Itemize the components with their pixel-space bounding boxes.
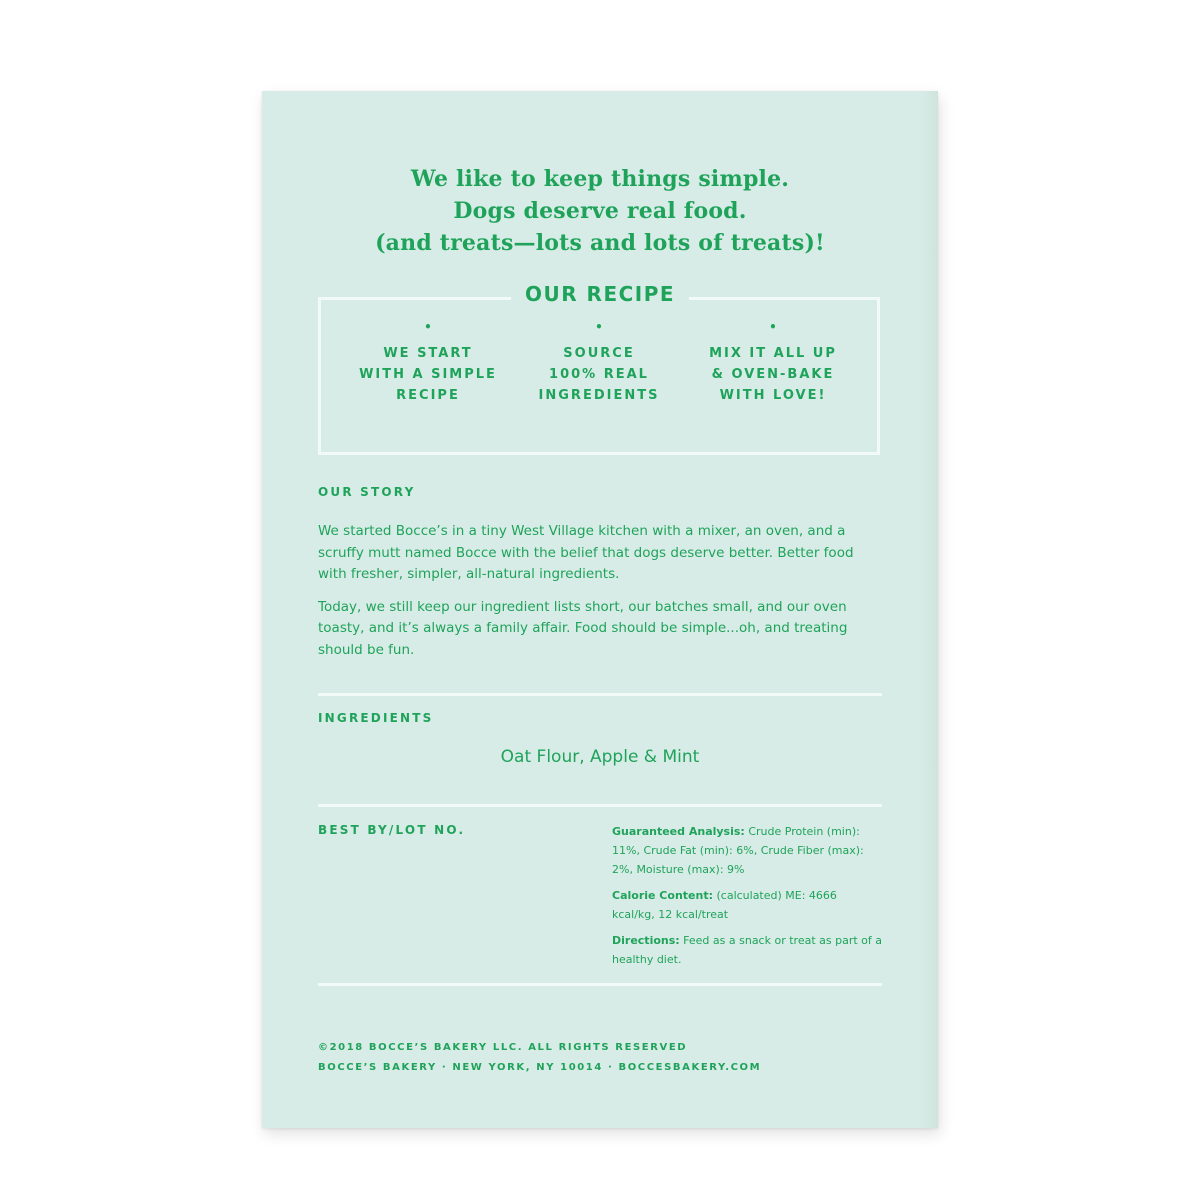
- legal-footer: [318, 1038, 761, 1078]
- copyright-line: ©2018 BOCCE’S BAKERY LLC. ALL RIGHTS RESERVED: [318, 1042, 688, 1053]
- step-bullet: •: [769, 320, 777, 334]
- calorie-content-label: Calorie Content:: [612, 889, 713, 902]
- divider-rule: [318, 983, 882, 986]
- best-by-heading: BEST BY/LOT NO.: [318, 823, 466, 837]
- ingredients-list: Oat Flour, Apple & Mint: [500, 747, 700, 767]
- directions-label: Directions:: [612, 934, 680, 947]
- recipe-step-1: [343, 321, 513, 406]
- step-bullet: •: [424, 320, 432, 334]
- ingredients-heading: INGREDIENTS: [318, 711, 434, 725]
- step-line: RECIPE: [396, 388, 460, 403]
- step-text: [514, 343, 684, 406]
- tagline-line-3: (and treats—lots and lots of treats)!: [375, 230, 825, 256]
- story-heading: OUR STORY: [318, 485, 416, 499]
- step-text: [688, 343, 858, 406]
- directions-text: Feed as a snack or treat as part of a healthy diet.: [612, 934, 882, 966]
- step-line: WE START: [383, 346, 473, 361]
- guaranteed-analysis-text: Crude Protein (min): 11%, Crude Fat (min): 6%, Crude Fiber (max): 2%, Moisture (max): 9%: [612, 825, 864, 876]
- nutrition-info: [612, 822, 882, 976]
- directions: [612, 931, 882, 969]
- step-line: & OVEN-BAKE: [711, 367, 835, 382]
- tagline-line-1: We like to keep things simple.: [410, 166, 790, 192]
- calorie-content-text: (calculated) ME: 4666 kcal/kg, 12 kcal/treat: [612, 889, 837, 921]
- step-line: MIX IT ALL UP: [709, 346, 837, 361]
- recipe-step-3: [688, 321, 858, 406]
- step-line: SOURCE: [563, 346, 635, 361]
- recipe-step-2: [514, 321, 684, 406]
- step-text: [343, 343, 513, 406]
- step-line: WITH A SIMPLE: [359, 367, 497, 382]
- step-line: INGREDIENTS: [538, 388, 660, 403]
- address-line: BOCCE’S BAKERY · NEW YORK, NY 10014 · BOCCESBAKERY.COM: [318, 1062, 762, 1073]
- treat-box-back-panel: [262, 91, 938, 1128]
- guaranteed-analysis: [612, 822, 882, 879]
- step-bullet: •: [595, 320, 603, 334]
- story-paragraph-1: We started Bocce’s in a tiny West Village kitchen with a mixer, an oven, and a scruffy mutt named Bocce with the belief that dogs deserve better. Better food with fresher, simpler, all-natural ingredients.: [318, 523, 854, 582]
- divider-rule: [318, 693, 882, 696]
- brand-tagline: [262, 163, 938, 259]
- divider-rule: [318, 804, 882, 807]
- step-line: WITH LOVE!: [719, 388, 827, 403]
- recipe-title: OUR RECIPE: [511, 282, 689, 306]
- calorie-content: [612, 886, 882, 924]
- step-line: 100% REAL: [549, 367, 649, 382]
- story-paragraph-2: Today, we still keep our ingredient lists short, our batches small, and our oven toasty, and it’s always a family affair. Food should be simple...oh, and treating should be fun.: [318, 598, 848, 658]
- guaranteed-analysis-label: Guaranteed Analysis:: [612, 825, 745, 838]
- story-body: [318, 521, 878, 672]
- tagline-line-2: Dogs deserve real food.: [453, 198, 747, 224]
